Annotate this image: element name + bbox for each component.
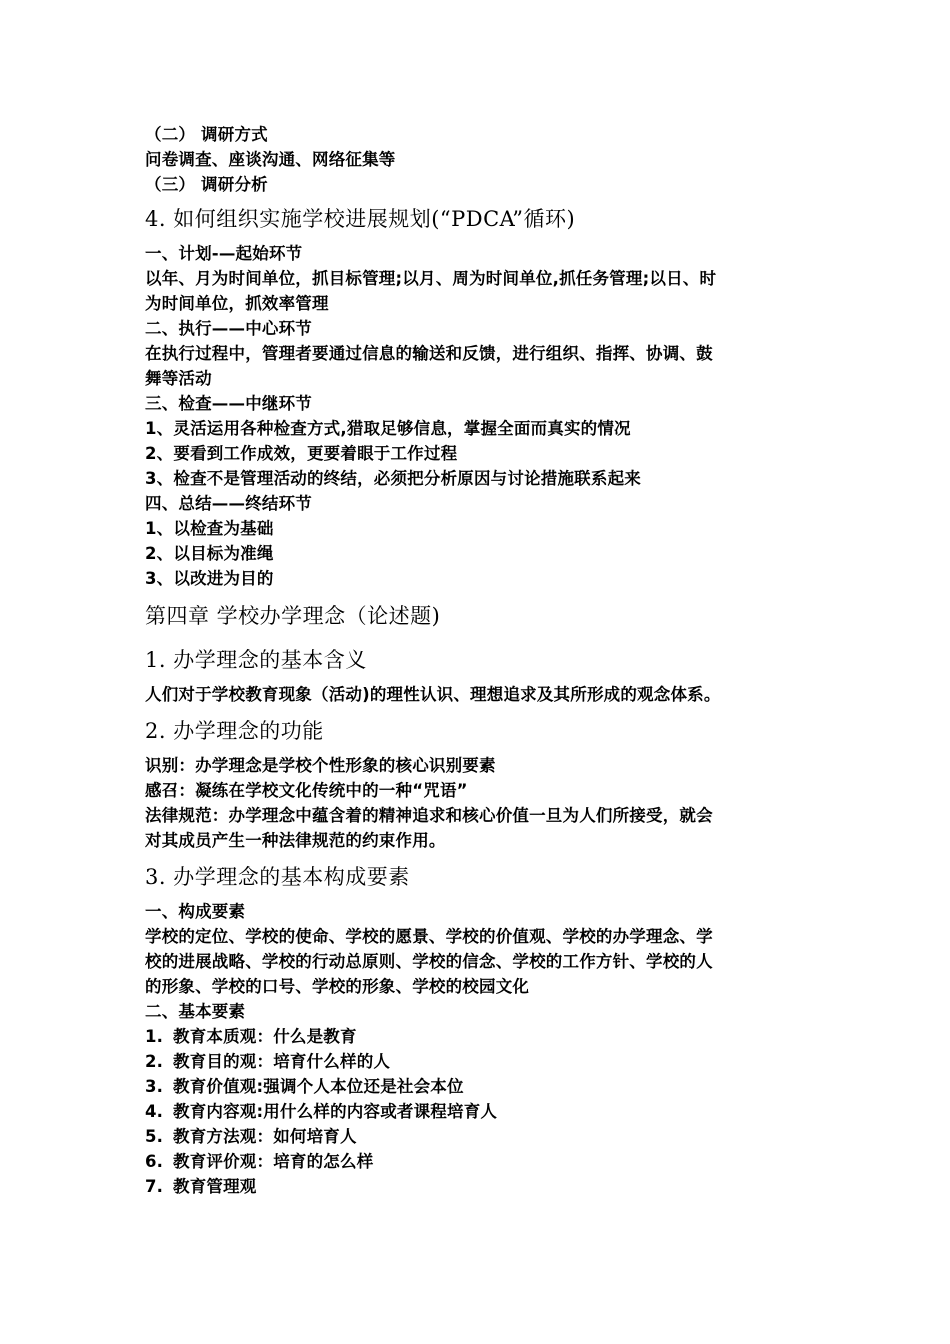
list-item (145, 1124, 815, 1149)
pdca-act-item: 1、以检查为基础 (145, 519, 274, 538)
list-number: 6. (145, 1152, 164, 1171)
survey-methods-text: 问卷调查、座谈沟通、网络征集等 (145, 150, 396, 169)
pdca-plan-text: 以年、月为时间单位，抓目标管理;以月、周为时间单位,抓任务管理;以日、时 (145, 269, 717, 288)
pdca-plan-heading: 一、计划-—起始环节 (145, 244, 303, 263)
pdca-check-heading: 三、检查——中继环节 (145, 394, 312, 413)
list-number: 1. (145, 1027, 164, 1046)
list-number: 5. (145, 1127, 164, 1146)
list-item (145, 1174, 815, 1199)
list-text: 教育内容观:用什么样的内容或者课程培育人 (173, 1102, 498, 1121)
list-item (145, 1149, 815, 1174)
pdca-act-heading: 四、总结——终结环节 (145, 494, 312, 513)
subheading-survey-method: （二） 调研方式 (145, 125, 268, 144)
list-text: 教育价值观:强调个人本位还是社会本位 (173, 1077, 464, 1096)
pdca-act-item: 3、以改进为目的 (145, 569, 274, 588)
list-text: 教育目的观：培育什么样的人 (173, 1052, 391, 1071)
pdca-check-item: 2、要看到工作成效，更要着眼于工作过程 (145, 444, 458, 463)
list-number: 7. (145, 1177, 164, 1196)
list-text: 教育方法观：如何培育人 (173, 1127, 357, 1146)
pdca-do-text: 舞等活动 (145, 369, 212, 388)
list-number: 4. (145, 1102, 164, 1121)
list-number: 3. (145, 1077, 164, 1096)
list-number: 2. (145, 1052, 164, 1071)
pdca-check-item: 3、检查不是管理活动的终结，必须把分析原因与讨论措施联系起来 (145, 469, 641, 488)
function-line: 识别：办学理念是学校个性形象的核心识别要素 (145, 756, 496, 775)
pdca-do-heading: 二、执行——中心环节 (145, 319, 312, 338)
composition-text: 学校的定位、学校的使命、学校的愿景、学校的价值观、学校的办学理念、学 (145, 927, 713, 946)
list-text: 教育评价观：培育的怎么样 (173, 1152, 374, 1171)
list-text: 教育管理观 (173, 1177, 257, 1196)
pdca-act-item: 2、以目标为准绳 (145, 544, 274, 563)
list-item (145, 1049, 815, 1074)
section-title-meaning: 1. 办学理念的基本含义 (145, 648, 367, 672)
list-item (145, 1074, 815, 1099)
subheading-survey-analysis: （三） 调研分析 (145, 175, 268, 194)
section-title-functions: 2. 办学理念的功能 (145, 719, 324, 743)
function-line: 对其成员产生一种法律规范的约束作用。 (145, 831, 446, 850)
list-text: 教育本质观：什么是教育 (173, 1027, 357, 1046)
basic-elements-list (145, 1024, 815, 1199)
meaning-text: 人们对于学校教育现象（活动)的理性认识、理想追求及其所形成的观念体系。 (145, 685, 721, 704)
elements-subheading-basic: 二、基本要素 (145, 1002, 246, 1021)
composition-text: 的形象、学校的口号、学校的形象、学校的校园文化 (145, 977, 530, 996)
chapter-title: 第四章 学校办学理念（论述题) (145, 604, 441, 628)
list-item (145, 1024, 815, 1049)
function-line: 感召：凝练在学校文化传统中的一种“咒语” (145, 781, 468, 800)
pdca-plan-text: 为时间单位，抓效率管理 (145, 294, 329, 313)
section-title-pdca: 4. 如何组织实施学校进展规划(“PDCA”循环) (145, 207, 576, 231)
function-line: 法律规范：办学理念中蕴含着的精神追求和核心价值一旦为人们所接受，就会 (145, 806, 713, 825)
section-title-elements: 3. 办学理念的基本构成要素 (145, 865, 410, 889)
pdca-do-text: 在执行过程中，管理者要通过信息的输送和反馈，进行组织、指挥、协调、鼓 (145, 344, 713, 363)
list-item (145, 1099, 815, 1124)
pdca-check-item: 1、灵活运用各种检查方式,猎取足够信息，掌握全面而真实的情况 (145, 419, 631, 438)
document-page (145, 122, 815, 1199)
elements-subheading-composition: 一、构成要素 (145, 902, 246, 921)
composition-text: 校的进展战略、学校的行动总原则、学校的信念、学校的工作方针、学校的人 (145, 952, 713, 971)
